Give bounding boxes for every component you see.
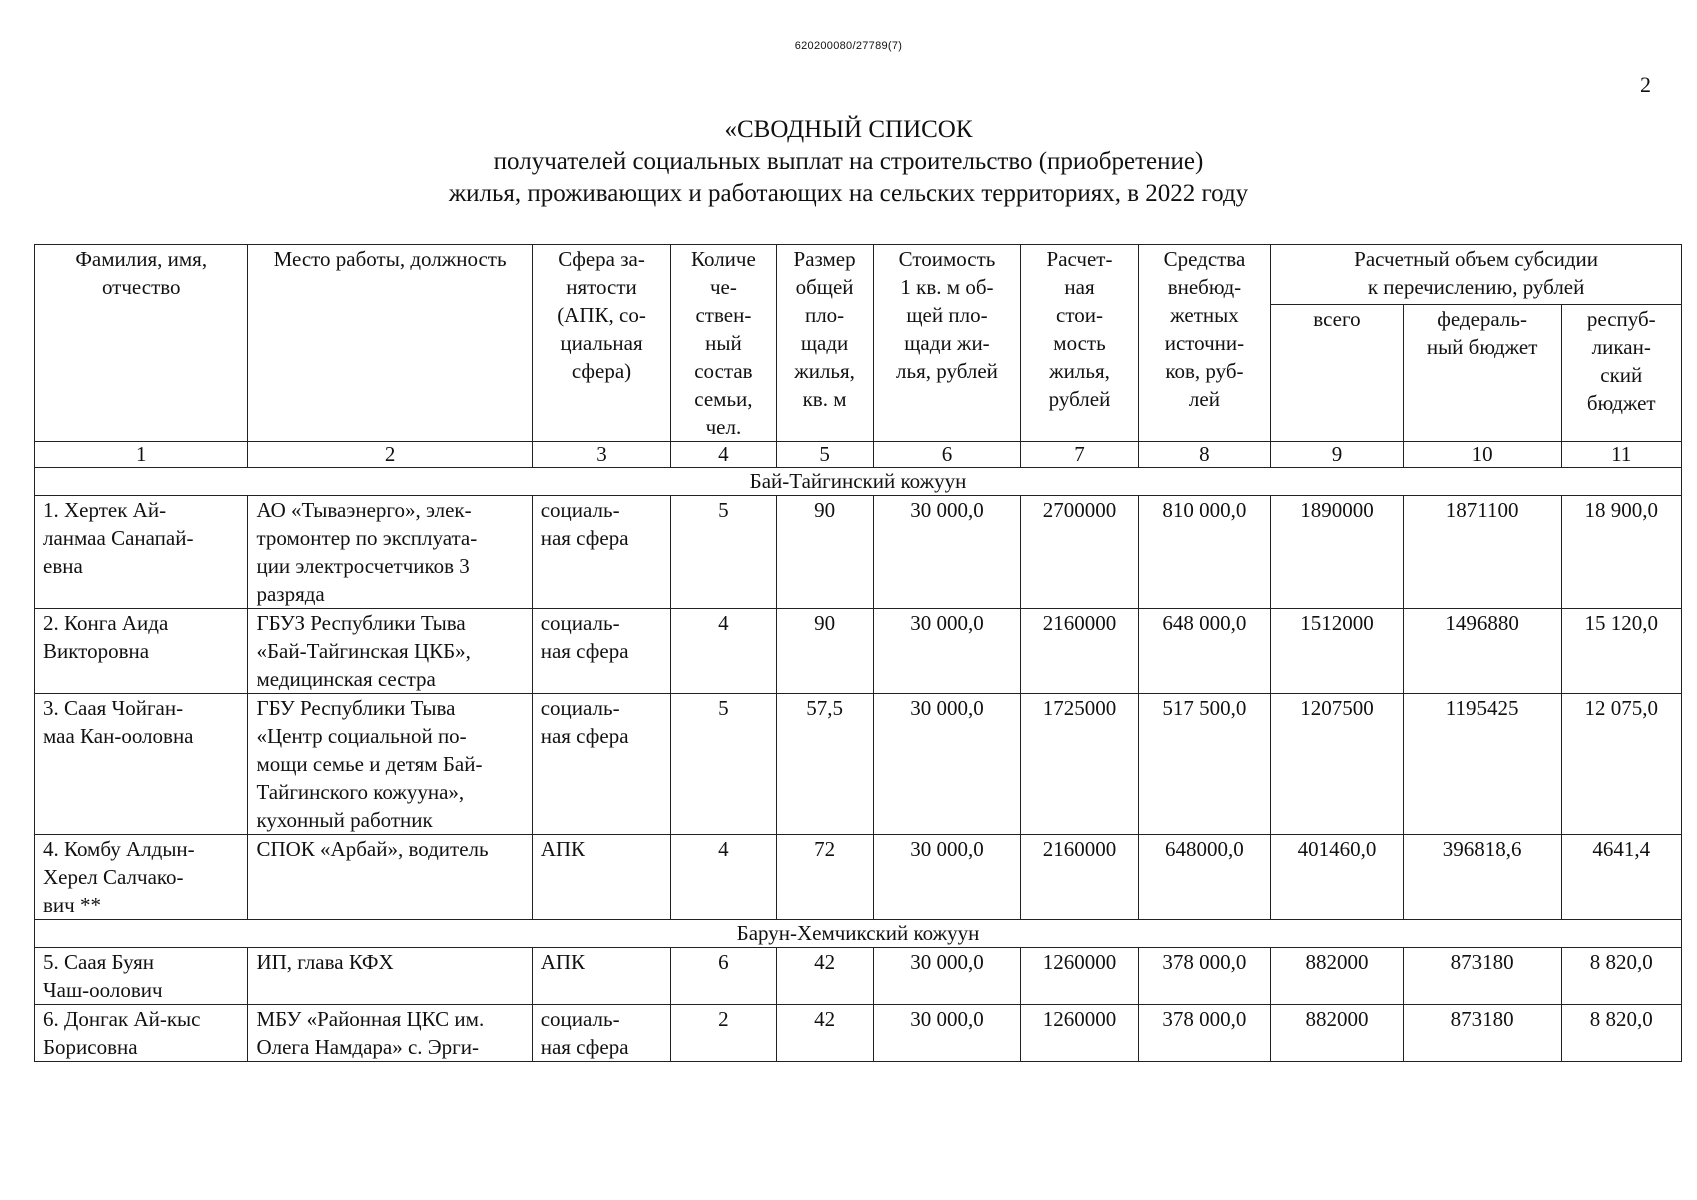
header-subsidy-total: всего xyxy=(1271,305,1404,442)
cell-price-per-sqm: 30 000,0 xyxy=(873,1005,1021,1062)
cell-subsidy-total: 401460,0 xyxy=(1271,835,1404,920)
cell-subsidy-federal: 873180 xyxy=(1403,948,1561,1005)
cell-housing-area: 42 xyxy=(776,1005,873,1062)
cell-employment-sphere: социаль- ная сфера xyxy=(532,609,671,694)
cell-family-size: 4 xyxy=(671,609,776,694)
column-number: 9 xyxy=(1271,442,1404,468)
column-number: 11 xyxy=(1561,442,1681,468)
cell-extrabudgetary-funds: 378 000,0 xyxy=(1138,948,1271,1005)
region-name: Барун-Хемчикский кожуун xyxy=(35,920,1682,948)
cell-extrabudgetary-funds: 517 500,0 xyxy=(1138,694,1271,835)
cell-extrabudgetary-funds: 648 000,0 xyxy=(1138,609,1271,694)
cell-subsidy-total: 1890000 xyxy=(1271,496,1404,609)
cell-subsidy-republic: 15 120,0 xyxy=(1561,609,1681,694)
cell-family-size: 5 xyxy=(671,496,776,609)
title-line-2: получателей социальных выплат на строительство (приобретение) xyxy=(493,148,1204,175)
cell-workplace: ИП, глава КФХ xyxy=(248,948,532,1005)
cell-family-size: 6 xyxy=(671,948,776,1005)
cell-housing-area: 90 xyxy=(776,496,873,609)
cell-price-per-sqm: 30 000,0 xyxy=(873,948,1021,1005)
cell-employment-sphere: социаль- ная сфера xyxy=(532,694,671,835)
cell-housing-area: 42 xyxy=(776,948,873,1005)
column-number: 2 xyxy=(248,442,532,468)
cell-workplace: АО «Тываэнерго», элек- тромонтер по эксплуата- ции электросчетчиков 3 разряда xyxy=(248,496,532,609)
cell-housing-area: 90 xyxy=(776,609,873,694)
cell-full-name: 6. Донгак Ай-кыс Борисовна xyxy=(35,1005,248,1062)
cell-price-per-sqm: 30 000,0 xyxy=(873,694,1021,835)
document-code: 620200080/27789(7) xyxy=(794,40,903,52)
cell-subsidy-federal: 1195425 xyxy=(1403,694,1561,835)
cell-subsidy-total: 1512000 xyxy=(1271,609,1404,694)
cell-workplace: ГБУ Республики Тыва «Центр социальной по- мощи семье и детям Бай- Тайгинского кожууна», кухонный работник xyxy=(248,694,532,835)
table-header xyxy=(35,245,1682,468)
header-full-name: Фамилия, имя, отчество xyxy=(35,245,248,442)
cell-price-per-sqm: 30 000,0 xyxy=(873,609,1021,694)
cell-housing-area: 57,5 xyxy=(776,694,873,835)
header-estimated-cost: Расчет- ная стои- мость жилья, рублей xyxy=(1021,245,1138,442)
cell-subsidy-total: 882000 xyxy=(1271,948,1404,1005)
column-number: 3 xyxy=(532,442,671,468)
cell-housing-area: 72 xyxy=(776,835,873,920)
cell-estimated-cost: 2160000 xyxy=(1021,609,1138,694)
header-employment-sphere: Сфера за- нятости (АПК, со- циальная сфера) xyxy=(532,245,671,442)
cell-extrabudgetary-funds: 648000,0 xyxy=(1138,835,1271,920)
cell-subsidy-federal: 396818,6 xyxy=(1403,835,1561,920)
cell-estimated-cost: 1260000 xyxy=(1021,1005,1138,1062)
recipients-table xyxy=(34,244,1682,1062)
cell-subsidy-republic: 18 900,0 xyxy=(1561,496,1681,609)
cell-workplace: МБУ «Районная ЦКС им. Олега Намдара» с. Эрги- xyxy=(248,1005,532,1062)
cell-price-per-sqm: 30 000,0 xyxy=(873,835,1021,920)
cell-employment-sphere: АПК xyxy=(532,835,671,920)
cell-workplace: СПОК «Арбай», водитель xyxy=(248,835,532,920)
cell-employment-sphere: социаль- ная сфера xyxy=(532,496,671,609)
cell-estimated-cost: 1260000 xyxy=(1021,948,1138,1005)
cell-workplace: ГБУЗ Республики Тыва «Бай-Тайгинская ЦКБ», медицинская сестра xyxy=(248,609,532,694)
title-line-1: «СВОДНЫЙ СПИСОК xyxy=(724,116,973,143)
document-title xyxy=(0,114,1697,210)
region-name: Бай-Тайгинский кожуун xyxy=(35,468,1682,496)
cell-subsidy-republic: 12 075,0 xyxy=(1561,694,1681,835)
column-number: 5 xyxy=(776,442,873,468)
cell-subsidy-total: 1207500 xyxy=(1271,694,1404,835)
table-row xyxy=(35,694,1682,835)
region-row xyxy=(35,468,1682,496)
cell-estimated-cost: 2700000 xyxy=(1021,496,1138,609)
column-number: 4 xyxy=(671,442,776,468)
cell-subsidy-republic: 8 820,0 xyxy=(1561,1005,1681,1062)
column-number: 8 xyxy=(1138,442,1271,468)
cell-estimated-cost: 2160000 xyxy=(1021,835,1138,920)
table-row xyxy=(35,1005,1682,1062)
cell-price-per-sqm: 30 000,0 xyxy=(873,496,1021,609)
cell-full-name: 4. Комбу Алдын- Херел Салчако- вич ** xyxy=(35,835,248,920)
title-line-3: жилья, проживающих и работающих на сельских территориях, в 2022 году xyxy=(448,180,1249,207)
header-housing-area: Размер общей пло- щади жилья, кв. м xyxy=(776,245,873,442)
cell-subsidy-total: 882000 xyxy=(1271,1005,1404,1062)
cell-employment-sphere: АПК xyxy=(532,948,671,1005)
header-subsidy-group: Расчетный объем субсидии к перечислению, рублей xyxy=(1271,245,1682,305)
cell-full-name: 3. Саая Чойган- маа Кан-ооловна xyxy=(35,694,248,835)
cell-full-name: 1. Хертек Ай- ланмаа Санапай- евна xyxy=(35,496,248,609)
cell-employment-sphere: социаль- ная сфера xyxy=(532,1005,671,1062)
table-row xyxy=(35,496,1682,609)
table-row xyxy=(35,609,1682,694)
header-family-size: Количе че- ствен- ный состав семьи, чел. xyxy=(671,245,776,442)
table-row xyxy=(35,948,1682,1005)
column-number: 10 xyxy=(1403,442,1561,468)
cell-family-size: 4 xyxy=(671,835,776,920)
cell-subsidy-federal: 1871100 xyxy=(1403,496,1561,609)
column-number: 6 xyxy=(873,442,1021,468)
header-price-per-sqm: Стоимость 1 кв. м об- щей пло- щади жи- лья, рублей xyxy=(873,245,1021,442)
cell-full-name: 5. Саая Буян Чаш-оолович xyxy=(35,948,248,1005)
cell-subsidy-federal: 873180 xyxy=(1403,1005,1561,1062)
cell-subsidy-republic: 4641,4 xyxy=(1561,835,1681,920)
header-extrabudgetary-funds: Средства внебюд- жетных источни- ков, руб- лей xyxy=(1138,245,1271,442)
cell-family-size: 5 xyxy=(671,694,776,835)
header-subsidy-republic: респуб- ликан- ский бюджет xyxy=(1561,305,1681,442)
header-subsidy-federal: федераль- ный бюджет xyxy=(1403,305,1561,442)
cell-extrabudgetary-funds: 810 000,0 xyxy=(1138,496,1271,609)
cell-subsidy-federal: 1496880 xyxy=(1403,609,1561,694)
cell-extrabudgetary-funds: 378 000,0 xyxy=(1138,1005,1271,1062)
cell-full-name: 2. Конга Аида Викторовна xyxy=(35,609,248,694)
cell-family-size: 2 xyxy=(671,1005,776,1062)
table-row xyxy=(35,835,1682,920)
cell-estimated-cost: 1725000 xyxy=(1021,694,1138,835)
header-workplace: Место работы, должность xyxy=(248,245,532,442)
region-row xyxy=(35,920,1682,948)
column-number: 7 xyxy=(1021,442,1138,468)
column-numbers-row xyxy=(35,442,1682,468)
cell-subsidy-republic: 8 820,0 xyxy=(1561,948,1681,1005)
column-number: 1 xyxy=(35,442,248,468)
page-number: 2 xyxy=(1640,72,1651,97)
table-body xyxy=(35,468,1682,1062)
